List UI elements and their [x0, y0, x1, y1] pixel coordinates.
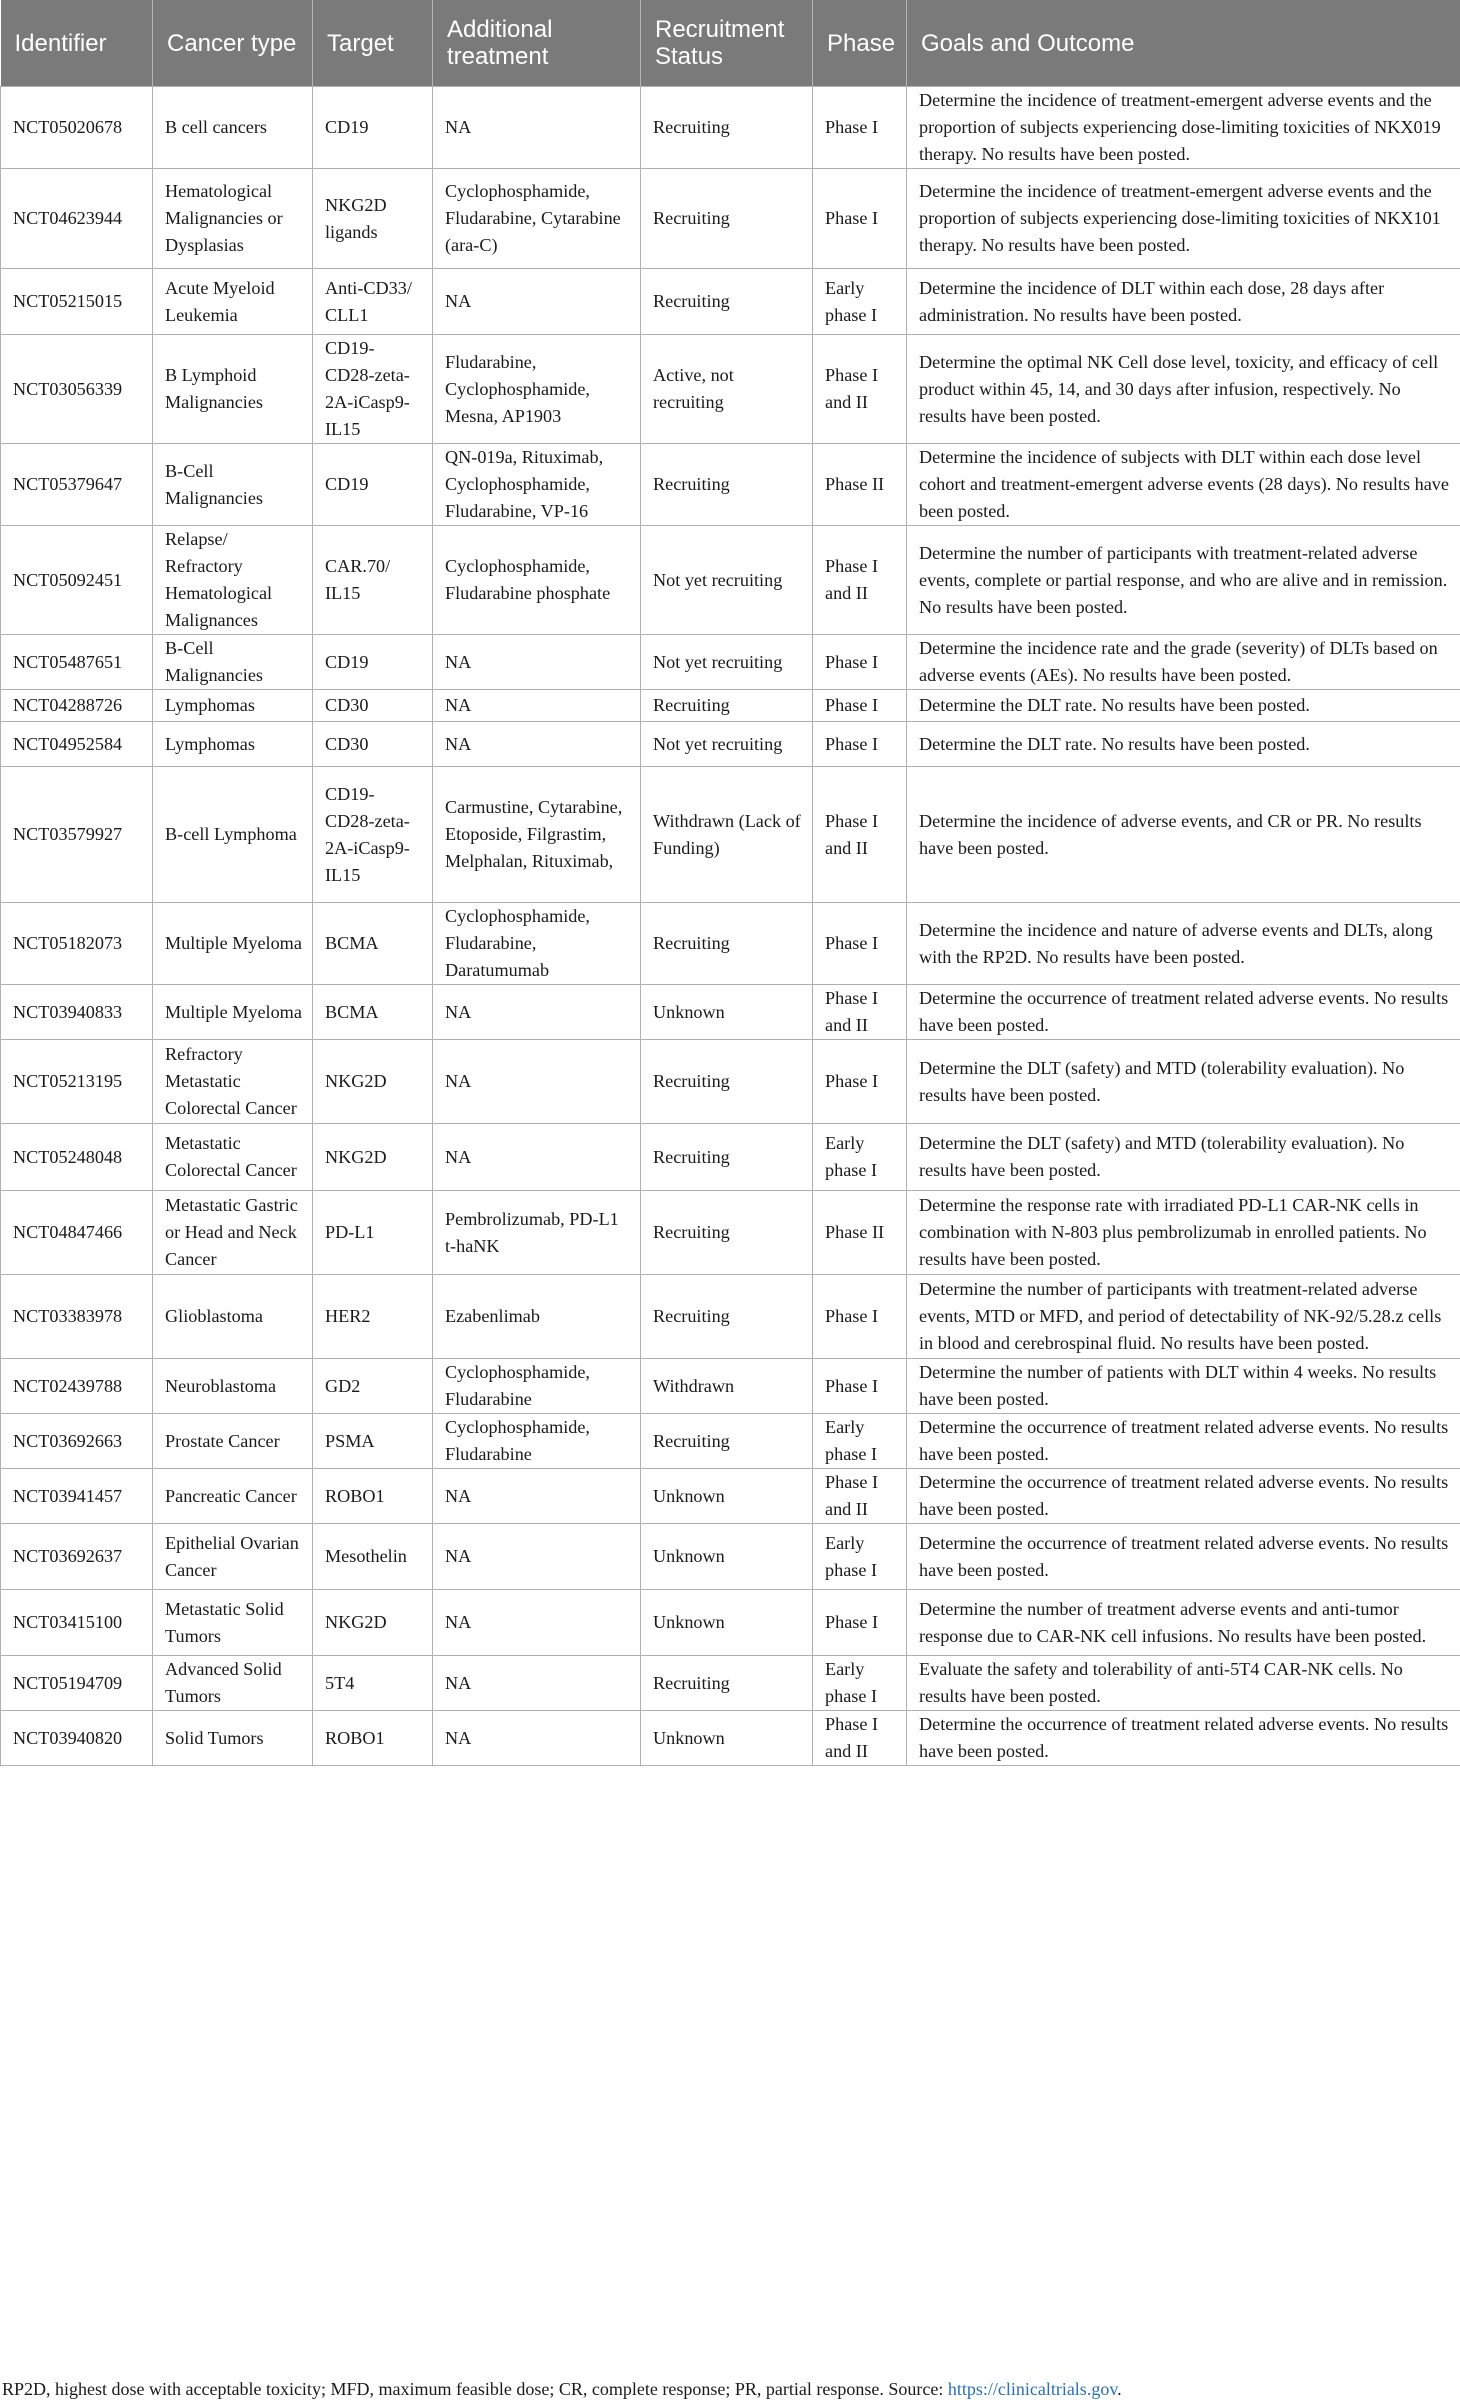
row-recruitment-status: Active, not recruiting — [641, 335, 813, 444]
row-goals-outcome: Determine the optimal NK Cell dose level, toxicity, and efficacy of cell product within 45, 14, and 30 days after infusion, respectively. No results have been posted. — [907, 335, 1460, 444]
row-cancer-type: Multiple Myeloma — [153, 985, 313, 1040]
table-row — [1, 985, 1460, 1040]
row-target: GD2 — [313, 1359, 433, 1414]
table-row — [1, 1359, 1460, 1414]
row-recruitment-status: Unknown — [641, 1524, 813, 1590]
row-target: CD30 — [313, 722, 433, 767]
row-target: Anti-CD33/ CLL1 — [313, 269, 433, 335]
table-row — [1, 767, 1460, 903]
row-goals-outcome: Determine the incidence of adverse events, and CR or PR. No results have been posted. — [907, 767, 1460, 903]
header-phase: Phase — [813, 0, 907, 87]
row-additional-treatment: NA — [433, 1124, 641, 1191]
row-additional-treatment: NA — [433, 1524, 641, 1590]
footnote-text: RP2D, highest dose with acceptable toxicity; MFD, maximum feasible dose; CR, complete response; PR, partial response. Source: — [2, 2379, 948, 2399]
row-phase: Phase I — [813, 1359, 907, 1414]
row-additional-treatment: NA — [433, 1040, 641, 1124]
row-phase: Phase I — [813, 635, 907, 690]
row-cancer-type: Neuroblastoma — [153, 1359, 313, 1414]
row-phase: Phase II — [813, 444, 907, 526]
row-identifier: NCT03941457 — [1, 1469, 153, 1524]
row-identifier: NCT05487651 — [1, 635, 153, 690]
row-additional-treatment: NA — [433, 690, 641, 722]
table-row — [1, 1469, 1460, 1524]
row-additional-treatment: NA — [433, 87, 641, 169]
header-recruitment-status: Recruitment Status — [641, 0, 813, 87]
row-additional-treatment: NA — [433, 1711, 641, 1766]
row-target: NKG2D — [313, 1040, 433, 1124]
row-additional-treatment: NA — [433, 722, 641, 767]
table-row — [1, 1124, 1460, 1191]
row-cancer-type: B-cell Lymphoma — [153, 767, 313, 903]
row-additional-treatment: Cyclophosphamide, Fludarabine, Cytarabine (ara-C) — [433, 169, 641, 269]
row-identifier: NCT03692637 — [1, 1524, 153, 1590]
row-goals-outcome: Determine the occurrence of treatment related adverse events. No results have been posted. — [907, 1414, 1460, 1469]
row-identifier: NCT03415100 — [1, 1590, 153, 1656]
row-recruitment-status: Recruiting — [641, 1040, 813, 1124]
row-cancer-type: B-Cell Malignancies — [153, 444, 313, 526]
row-identifier: NCT03940833 — [1, 985, 153, 1040]
row-cancer-type: Relapse/ Refractory Hematological Malignances — [153, 526, 313, 635]
row-cancer-type: Lymphomas — [153, 690, 313, 722]
row-target: ROBO1 — [313, 1469, 433, 1524]
source-link[interactable]: https://clinicaltrials.gov — [947, 2379, 1118, 2399]
row-recruitment-status: Recruiting — [641, 87, 813, 169]
row-cancer-type: Metastatic Solid Tumors — [153, 1590, 313, 1656]
row-phase: Phase II — [813, 1191, 907, 1275]
row-goals-outcome: Determine the occurrence of treatment related adverse events. No results have been posted. — [907, 1711, 1460, 1766]
row-target: HER2 — [313, 1275, 433, 1359]
row-identifier: NCT04847466 — [1, 1191, 153, 1275]
table-row — [1, 1191, 1460, 1275]
header-additional-treatment: Additional treatment — [433, 0, 641, 87]
footnote-end: . — [1117, 2379, 1122, 2399]
row-additional-treatment: Cyclophosphamide, Fludarabine — [433, 1359, 641, 1414]
row-cancer-type: Hematological Malignancies or Dysplasias — [153, 169, 313, 269]
row-additional-treatment: Pembrolizumab, PD-L1 t-haNK — [433, 1191, 641, 1275]
table-row — [1, 526, 1460, 635]
table-row — [1, 903, 1460, 985]
row-additional-treatment: NA — [433, 985, 641, 1040]
row-additional-treatment: NA — [433, 1656, 641, 1711]
row-identifier: NCT03056339 — [1, 335, 153, 444]
row-phase: Early phase I — [813, 269, 907, 335]
row-goals-outcome: Determine the occurrence of treatment related adverse events. No results have been posted. — [907, 985, 1460, 1040]
row-identifier: NCT05248048 — [1, 1124, 153, 1191]
row-additional-treatment: NA — [433, 269, 641, 335]
row-target: CD19 — [313, 635, 433, 690]
row-phase: Phase I — [813, 903, 907, 985]
table-row — [1, 1656, 1460, 1711]
row-phase: Phase I — [813, 690, 907, 722]
row-goals-outcome: Determine the number of treatment adverse events and anti-tumor response due to CAR-NK cell infusions. No results have been posted. — [907, 1590, 1460, 1656]
row-target: ROBO1 — [313, 1711, 433, 1766]
table-row — [1, 690, 1460, 722]
row-recruitment-status: Recruiting — [641, 269, 813, 335]
table-row — [1, 169, 1460, 269]
row-goals-outcome: Determine the number of participants with treatment-related adverse events, complete or partial response, and who are alive and in remission. No results have been posted. — [907, 526, 1460, 635]
table-row — [1, 1590, 1460, 1656]
table-header — [1, 0, 1460, 87]
row-identifier: NCT04623944 — [1, 169, 153, 269]
row-goals-outcome: Determine the number of participants with treatment-related adverse events, MTD or MFD, and period of detectability of NK-92/5.28.z cells in blood and cerebrospinal fluid. No results have been posted. — [907, 1275, 1460, 1359]
row-additional-treatment: NA — [433, 1469, 641, 1524]
row-additional-treatment: Cyclophosphamide, Fludarabine phosphate — [433, 526, 641, 635]
row-cancer-type: Multiple Myeloma — [153, 903, 313, 985]
row-additional-treatment: Fludarabine, Cyclophosphamide, Mesna, AP1903 — [433, 335, 641, 444]
row-phase: Phase I — [813, 87, 907, 169]
header-target: Target — [313, 0, 433, 87]
table-footnote — [0, 2378, 1460, 2400]
row-goals-outcome: Determine the incidence rate and the grade (severity) of DLTs based on adverse events (AEs). No results have been posted. — [907, 635, 1460, 690]
row-cancer-type: Acute Myeloid Leukemia — [153, 269, 313, 335]
table-row — [1, 722, 1460, 767]
row-phase: Phase I and II — [813, 526, 907, 635]
header-row — [1, 0, 1460, 87]
row-goals-outcome: Determine the response rate with irradiated PD-L1 CAR-NK cells in combination with N-803 plus pembrolizumab in enrolled patients. No results have been posted. — [907, 1191, 1460, 1275]
header-identifier: Identifier — [1, 0, 153, 87]
row-target: CD19 — [313, 444, 433, 526]
row-identifier: NCT05020678 — [1, 87, 153, 169]
row-recruitment-status: Recruiting — [641, 690, 813, 722]
row-goals-outcome: Determine the number of patients with DLT within 4 weeks. No results have been posted. — [907, 1359, 1460, 1414]
row-additional-treatment: Cyclophosphamide, Fludarabine — [433, 1414, 641, 1469]
row-identifier: NCT02439788 — [1, 1359, 153, 1414]
row-additional-treatment: NA — [433, 635, 641, 690]
row-recruitment-status: Not yet recruiting — [641, 635, 813, 690]
row-recruitment-status: Recruiting — [641, 1414, 813, 1469]
row-goals-outcome: Determine the incidence and nature of adverse events and DLTs, along with the RP2D. No results have been posted. — [907, 903, 1460, 985]
row-recruitment-status: Recruiting — [641, 169, 813, 269]
row-recruitment-status: Unknown — [641, 1590, 813, 1656]
row-additional-treatment: NA — [433, 1590, 641, 1656]
row-recruitment-status: Unknown — [641, 985, 813, 1040]
table-row — [1, 1414, 1460, 1469]
row-additional-treatment: QN-019a, Rituximab, Cyclophosphamide, Fludarabine, VP-16 — [433, 444, 641, 526]
row-recruitment-status: Withdrawn (Lack of Funding) — [641, 767, 813, 903]
row-identifier: NCT03383978 — [1, 1275, 153, 1359]
row-target: PSMA — [313, 1414, 433, 1469]
row-goals-outcome: Determine the incidence of treatment-emergent adverse events and the proportion of subjects experiencing dose-limiting toxicities of NKX019 therapy. No results have been posted. — [907, 87, 1460, 169]
row-target: NKG2D ligands — [313, 169, 433, 269]
row-additional-treatment: Ezabenlimab — [433, 1275, 641, 1359]
row-cancer-type: B cell cancers — [153, 87, 313, 169]
row-recruitment-status: Recruiting — [641, 1124, 813, 1191]
row-cancer-type: Lymphomas — [153, 722, 313, 767]
row-recruitment-status: Recruiting — [641, 903, 813, 985]
row-recruitment-status: Recruiting — [641, 1656, 813, 1711]
row-phase: Early phase I — [813, 1414, 907, 1469]
header-cancer-type: Cancer type — [153, 0, 313, 87]
header-goals-outcome: Goals and Outcome — [907, 0, 1460, 87]
table-body — [1, 87, 1460, 1766]
row-goals-outcome: Determine the incidence of treatment-emergent adverse events and the proportion of subjects experiencing dose-limiting toxicities of NKX101 therapy. No results have been posted. — [907, 169, 1460, 269]
row-identifier: NCT04288726 — [1, 690, 153, 722]
table-row — [1, 635, 1460, 690]
row-identifier: NCT03692663 — [1, 1414, 153, 1469]
row-target: CAR.70/ IL15 — [313, 526, 433, 635]
row-phase: Phase I — [813, 1590, 907, 1656]
row-recruitment-status: Recruiting — [641, 1191, 813, 1275]
table-row — [1, 1275, 1460, 1359]
row-target: BCMA — [313, 985, 433, 1040]
row-phase: Phase I — [813, 1275, 907, 1359]
row-recruitment-status: Unknown — [641, 1469, 813, 1524]
row-goals-outcome: Determine the occurrence of treatment related adverse events. No results have been posted. — [907, 1469, 1460, 1524]
table-row — [1, 269, 1460, 335]
row-recruitment-status: Not yet recruiting — [641, 526, 813, 635]
row-phase: Early phase I — [813, 1124, 907, 1191]
row-goals-outcome: Evaluate the safety and tolerability of anti-5T4 CAR-NK cells. No results have been posted. — [907, 1656, 1460, 1711]
row-cancer-type: Advanced Solid Tumors — [153, 1656, 313, 1711]
row-phase: Phase I and II — [813, 985, 907, 1040]
row-goals-outcome: Determine the incidence of subjects with DLT within each dose level cohort and treatment-emergent adverse events (28 days). No results have been posted. — [907, 444, 1460, 526]
row-goals-outcome: Determine the DLT (safety) and MTD (tolerability evaluation). No results have been posted. — [907, 1124, 1460, 1191]
row-cancer-type: Metastatic Colorectal Cancer — [153, 1124, 313, 1191]
row-target: CD19 — [313, 87, 433, 169]
row-target: Mesothelin — [313, 1524, 433, 1590]
row-identifier: NCT03940820 — [1, 1711, 153, 1766]
row-target: NKG2D — [313, 1124, 433, 1191]
row-phase: Early phase I — [813, 1524, 907, 1590]
row-recruitment-status: Recruiting — [641, 1275, 813, 1359]
row-cancer-type: B Lymphoid Malignancies — [153, 335, 313, 444]
table-row — [1, 87, 1460, 169]
row-target: CD30 — [313, 690, 433, 722]
row-goals-outcome: Determine the DLT rate. No results have been posted. — [907, 690, 1460, 722]
row-phase: Phase I and II — [813, 1711, 907, 1766]
row-phase: Phase I and II — [813, 1469, 907, 1524]
table-row — [1, 1524, 1460, 1590]
table-row — [1, 1711, 1460, 1766]
row-recruitment-status: Not yet recruiting — [641, 722, 813, 767]
row-cancer-type: Pancreatic Cancer — [153, 1469, 313, 1524]
row-phase: Phase I — [813, 1040, 907, 1124]
row-identifier: NCT05215015 — [1, 269, 153, 335]
row-identifier: NCT05092451 — [1, 526, 153, 635]
row-target: PD-L1 — [313, 1191, 433, 1275]
row-identifier: NCT03579927 — [1, 767, 153, 903]
row-goals-outcome: Determine the DLT (safety) and MTD (tolerability evaluation). No results have been posted. — [907, 1040, 1460, 1124]
row-target: 5T4 — [313, 1656, 433, 1711]
row-recruitment-status: Withdrawn — [641, 1359, 813, 1414]
row-goals-outcome: Determine the occurrence of treatment related adverse events. No results have been posted. — [907, 1524, 1460, 1590]
row-target: CD19-CD28-zeta-2A-iCasp9-IL15 — [313, 335, 433, 444]
row-additional-treatment: Cyclophosphamide, Fludarabine, Daratumumab — [433, 903, 641, 985]
row-identifier: NCT05213195 — [1, 1040, 153, 1124]
row-target: NKG2D — [313, 1590, 433, 1656]
row-cancer-type: Epithelial Ovarian Cancer — [153, 1524, 313, 1590]
row-cancer-type: B-Cell Malignancies — [153, 635, 313, 690]
row-additional-treatment: Carmustine, Cytarabine, Etoposide, Filgrastim, Melphalan, Rituximab, — [433, 767, 641, 903]
row-cancer-type: Metastatic Gastric or Head and Neck Cancer — [153, 1191, 313, 1275]
row-target: BCMA — [313, 903, 433, 985]
row-cancer-type: Glioblastoma — [153, 1275, 313, 1359]
row-phase: Phase I and II — [813, 767, 907, 903]
row-identifier: NCT05379647 — [1, 444, 153, 526]
table-row — [1, 335, 1460, 444]
row-phase: Early phase I — [813, 1656, 907, 1711]
row-recruitment-status: Recruiting — [641, 444, 813, 526]
table-row — [1, 444, 1460, 526]
row-cancer-type: Solid Tumors — [153, 1711, 313, 1766]
row-phase: Phase I — [813, 169, 907, 269]
table-row — [1, 1040, 1460, 1124]
row-goals-outcome: Determine the DLT rate. No results have been posted. — [907, 722, 1460, 767]
row-phase: Phase I and II — [813, 335, 907, 444]
row-phase: Phase I — [813, 722, 907, 767]
row-target: CD19-CD28-zeta-2A-iCasp9-IL15 — [313, 767, 433, 903]
row-cancer-type: Prostate Cancer — [153, 1414, 313, 1469]
row-cancer-type: Refractory Metastatic Colorectal Cancer — [153, 1040, 313, 1124]
row-identifier: NCT05194709 — [1, 1656, 153, 1711]
row-goals-outcome: Determine the incidence of DLT within each dose, 28 days after administration. No results have been posted. — [907, 269, 1460, 335]
row-recruitment-status: Unknown — [641, 1711, 813, 1766]
row-identifier: NCT05182073 — [1, 903, 153, 985]
row-identifier: NCT04952584 — [1, 722, 153, 767]
